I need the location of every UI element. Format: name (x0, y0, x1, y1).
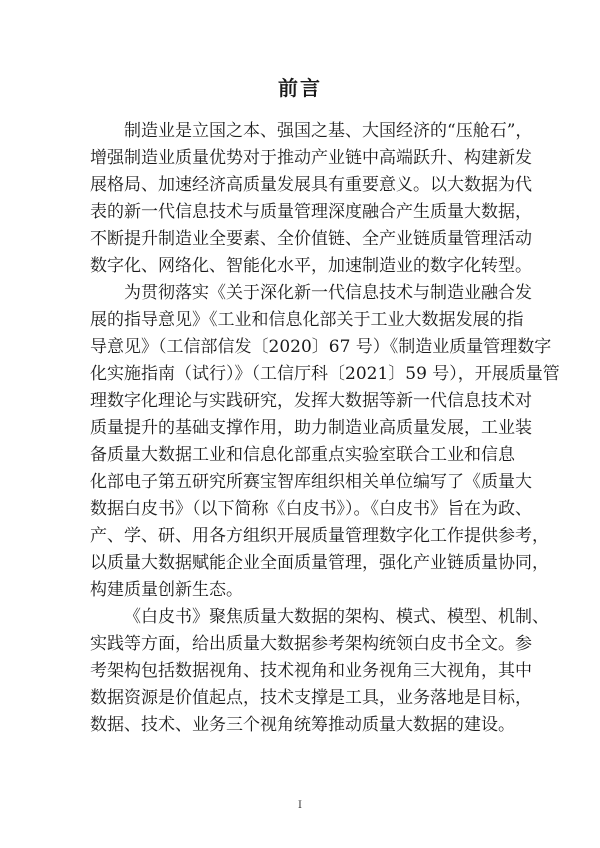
paragraph-line: 理数字化理论与实践研究，发挥大数据等新一代信息技术对 (90, 391, 532, 411)
paragraph-line: 增强制造业质量优势对于推动产业链中高端跃升、构建新发 (90, 148, 532, 168)
paragraph-line: 备质量大数据工业和信息化部重点实验室联合工业和信息 (90, 445, 515, 465)
paragraph-line: 展的指导意见》《工业和信息化部关于工业大数据发展的指 (90, 310, 524, 330)
paragraph-line: 数据、技术、业务三个视角统筹推动质量大数据的建设。 (90, 715, 515, 735)
paragraph-line: 不断提升制造业全要素、全价值链、全产业链质量管理活动 (90, 229, 532, 249)
paragraph-1 (90, 118, 533, 280)
paragraph-line: 表的新一代信息技术与质量管理深度融合产生质量大数据， (90, 202, 532, 222)
document-body (90, 118, 560, 739)
paragraph-line: 构建质量创新生态。 (90, 580, 243, 600)
paragraph-line: 化部电子第五研究所赛宝智库组织相关单位编写了《质量大 (90, 472, 532, 492)
paragraph-line: 质量提升的基础支撑作用，助力制造业高质量发展，工业装 (90, 418, 532, 438)
paragraph-line: 制造业是立国之本、强国之基、大国经济的“压舱石”， (124, 121, 533, 141)
paragraph-line: 考架构包括数据视角、技术视角和业务视角三大视角，其中 (90, 661, 532, 681)
paragraph-line: 化实施指南（试行）》（工信厅科〔2021〕59 号），开展质量管 (90, 364, 560, 384)
paragraph-line: 展格局、加速经济高质量发展具有重要意义。以大数据为代 (90, 175, 532, 195)
paragraph-line: 为贯彻落实《关于深化新一代信息技术与制造业融合发 (124, 283, 532, 303)
paragraph-line: 导意见》（工信部信发〔2020〕67 号）《制造业质量管理数字 (90, 337, 552, 357)
paragraph-line: 以质量大数据赋能企业全面质量管理，强化产业链质量协同， (90, 553, 549, 573)
paragraph-line: 实践等方面，给出质量大数据参考架构统领白皮书全文。参 (90, 634, 532, 654)
paragraph-line: 数据白皮书》（以下简称《白皮书》）。《白皮书》旨在为政、 (90, 499, 532, 519)
page-number: I (298, 800, 302, 811)
paragraph-line: 数据资源是价值起点，技术支撑是工具，业务落地是目标， (90, 688, 532, 708)
paragraph-2 (90, 280, 560, 604)
paragraph-3 (90, 604, 549, 739)
paragraph-line: 《白皮书》聚焦质量大数据的架构、模式、模型、机制、 (124, 607, 549, 627)
paragraph-line: 数字化、网络化、智能化水平，加速制造业的数字化转型。 (90, 256, 532, 276)
paragraph-line: 产、学、研、用各方组织开展质量管理数字化工作提供参考， (90, 526, 549, 546)
page-title: 前言 (278, 76, 322, 100)
